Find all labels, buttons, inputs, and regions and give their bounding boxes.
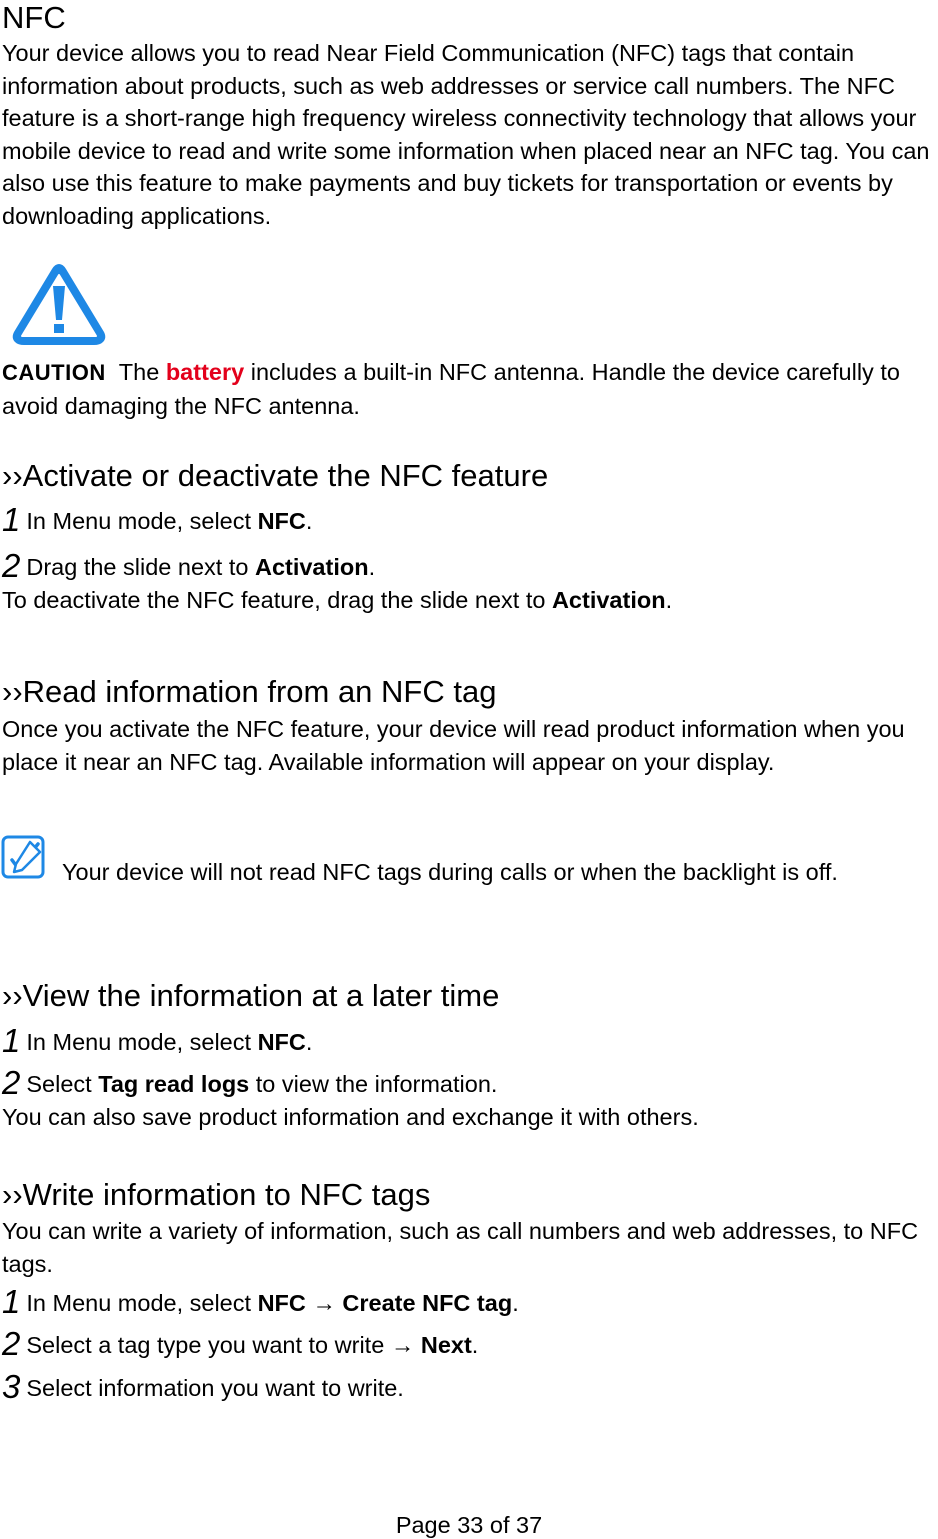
note-end: .	[665, 587, 673, 613]
step-text: Select a tag type you want to write →	[26, 1332, 421, 1358]
step-text: Drag the slide next to	[26, 554, 255, 580]
caution-text-before: The	[118, 359, 166, 385]
step-bold: NFC	[257, 1029, 306, 1055]
step-number: 3	[2, 1368, 21, 1405]
step-end: .	[471, 1332, 479, 1358]
write-step-3	[2, 1368, 404, 1405]
read-heading: ››Read information from an NFC tag	[2, 674, 497, 709]
caution-paragraph	[2, 356, 938, 422]
caution-highlight: battery	[165, 359, 245, 385]
note-text: To deactivate the NFC feature, drag the slide next to	[2, 587, 552, 613]
step-bold: Activation	[254, 554, 369, 580]
note-bold: Activation	[551, 587, 666, 613]
page-title: NFC	[2, 0, 66, 35]
intro-paragraph: Your device allows you to read Near Field Communication (NFC) tags that contain information about products, such as web addresses or service call numbers. The NFC feature is a short-range high frequency wireless connectivity technology that allows your mobile device to read and write some information when placed near an NFC tag. You can also use this feature to make payments and buy tickets for transportation or events by downloading applications.	[2, 40, 930, 229]
step-end: .	[305, 508, 313, 534]
step-bold: NFC	[257, 508, 306, 534]
read-tip: Your device will not read NFC tags during calls or when the backlight is off.	[62, 859, 838, 885]
write-paragraph: You can write a variety of information, such as call numbers and web addresses, to NFC tags.	[2, 1218, 919, 1277]
caution-triangle-icon	[8, 258, 110, 350]
step-number: 1	[2, 1022, 21, 1059]
step-bold: Tag read logs	[98, 1071, 250, 1097]
step-bold: Next	[420, 1332, 472, 1358]
step-text: In Menu mode, select	[26, 1029, 258, 1055]
step-text: Select information you want to write.	[26, 1375, 404, 1401]
step-end: .	[368, 554, 376, 580]
caution-text-after: includes a built-in NFC antenna. Handle the device carefully to avoid damaging the NFC antenna.	[2, 359, 900, 419]
activate-step-2	[2, 547, 376, 584]
view-note: You can also save product information and exchange it with others.	[2, 1104, 699, 1130]
activate-heading: ››Activate or deactivate the NFC feature	[2, 458, 549, 493]
activate-note	[2, 584, 672, 616]
page-footer: Page 33 of 37	[395, 1512, 543, 1538]
step-text: Select	[26, 1071, 99, 1097]
step-end: .	[512, 1290, 519, 1316]
activate-step-1	[2, 501, 313, 538]
write-step-2	[2, 1325, 479, 1362]
step-number: 1	[2, 1283, 21, 1320]
view-step-2	[2, 1064, 498, 1101]
write-heading: ››Write information to NFC tags	[2, 1177, 431, 1212]
step-number: 2	[2, 547, 21, 584]
step-number: 1	[2, 501, 21, 538]
read-paragraph: Once you activate the NFC feature, your device will read product information when you place it near an NFC tag. Available information will appear on your display.	[2, 716, 905, 775]
view-step-1	[2, 1022, 313, 1059]
write-step-1	[2, 1283, 519, 1320]
step-end: to view the information.	[249, 1071, 498, 1097]
step-bold: NFC → Create NFC tag	[257, 1290, 513, 1316]
caution-label: CAUTION	[2, 360, 106, 385]
step-end: .	[305, 1029, 313, 1055]
step-number: 2	[2, 1325, 21, 1362]
step-number: 2	[2, 1064, 21, 1101]
view-heading: ››View the information at a later time	[2, 978, 500, 1013]
step-text: In Menu mode, select	[26, 1290, 258, 1316]
step-text: In Menu mode, select	[26, 508, 258, 534]
